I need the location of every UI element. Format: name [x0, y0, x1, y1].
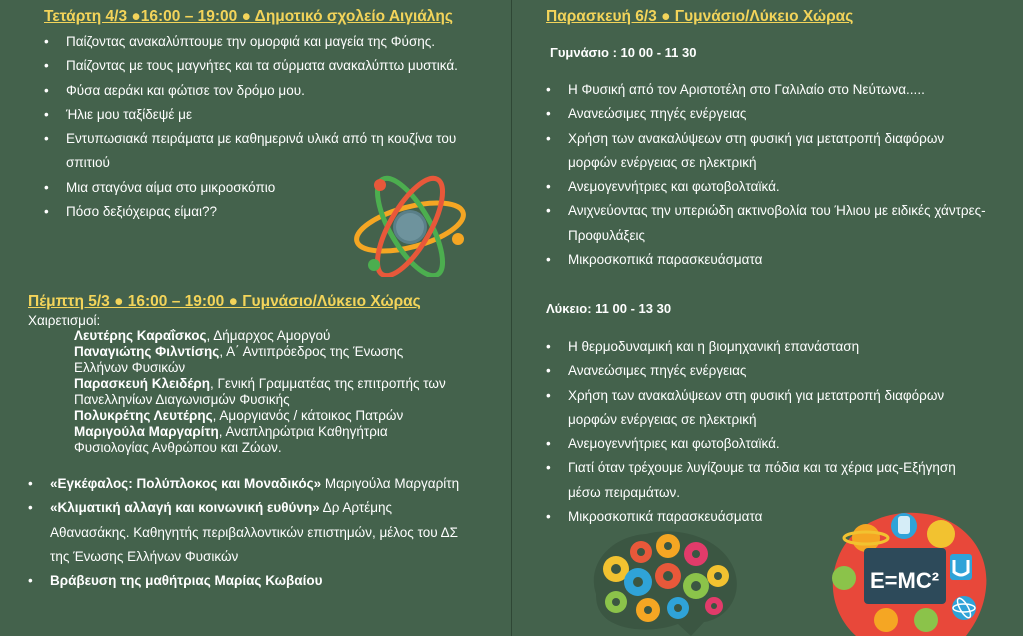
- list-item: • Εντυπωσιακά πειράματα με καθημερινά υλικά από τη κουζίνα του σπιτιού: [44, 127, 484, 176]
- greetings-list: [74, 328, 474, 456]
- greetings-label: Χαιρετισμοί:: [28, 313, 101, 328]
- list-item: • Ανανεώσιμες πηγές ενέργειας: [546, 102, 986, 126]
- list-item: • Η θερμοδυναμική και η βιομηχανική επανάσταση: [546, 335, 986, 359]
- list-item: • Ανεμογεννήτριες και φωτοβολταϊκά.: [546, 175, 986, 199]
- science-head-icon: [826, 508, 990, 636]
- list-item: • Χρήση των ανακαλύψεων στη φυσική για μετατροπή διαφόρων μορφών ενέργειας σε ηλεκτρική: [546, 384, 986, 433]
- brain-gears-icon: [586, 524, 741, 636]
- greeting-entry: Πολυκρέτης Λευτέρης, Αμοργιανός / κάτοικος Πατρών: [74, 408, 404, 423]
- talk-item: • «Εγκέφαλος: Πολύπλοκος και Μοναδικός» Μαριγούλα Μαργαρίτη: [28, 472, 468, 496]
- gymnasio-time: Γυμνάσιο : 10 00 - 11 30: [550, 45, 697, 60]
- greeting-entry: Παναγιώτης Φιλντίσης, Α΄ Αντιπρόεδρος της Ένωσης Ελλήνων Φυσικών: [74, 344, 404, 375]
- list-item: • Ανεμογεννήτριες και φωτοβολταϊκά.: [546, 432, 986, 456]
- thursday-heading: Πέμπτη 5/3 ● 16:00 – 19:00 ● Γυμνάσιο/Λύκειο Χώρας: [28, 293, 421, 310]
- greeting-entry: Παρασκευή Κλειδέρη, Γενική Γραμματέας της επιτροπής των Πανελληνίων Διαγωνισμών Φυσικής: [74, 376, 446, 407]
- list-item: • Ανιχνεύοντας την υπεριώδη ακτινοβολία του Ήλιου με ειδικές χάντρες-Προφυλάξεις: [546, 199, 986, 248]
- lykeio-time: Λύκειο: 11 00 - 13 30: [546, 301, 672, 316]
- list-item: • Φύσα αεράκι και φώτισε τον δρόμο μου.: [44, 79, 484, 103]
- wednesday-heading: Τετάρτη 4/3 ●16:00 – 19:00 ● Δημοτικό σχολείο Αιγιάλης: [44, 8, 453, 25]
- column-divider: [511, 0, 512, 636]
- list-item: • Χρήση των ανακαλύψεων στη φυσική για μετατροπή διαφόρων μορφών ενέργειας σε ηλεκτρική: [546, 127, 986, 176]
- list-item: • Ανανεώσιμες πηγές ενέργειας: [546, 359, 986, 383]
- list-item: • Η Φυσική από τον Αριστοτέλη στο Γαλιλαίο στο Νεύτωνα.....: [546, 78, 986, 102]
- list-item: • Γιατί όταν τρέχουμε λυγίζουμε τα πόδια και τα χέρια μας-Εξήγηση μέσω πειραμάτων.: [546, 456, 986, 505]
- greeting-entry: Μαριγούλα Μαργαρίτη, Αναπληρώτρια Καθηγήτρια Φυσιολογίας Ανθρώπου και Ζώων.: [74, 424, 388, 455]
- list-item: • Μια σταγόνα αίμα στο μικροσκόπιο: [44, 176, 366, 200]
- list-item: • Παίζοντας ανακαλύπτουμε την ομορφιά και μαγεία της Φύσης.: [44, 30, 484, 54]
- talk-item: • «Κλιματική αλλαγή και κοινωνική ευθύνη» Δρ Αρτέμης Αθανασάκης. Καθηγητής περιβαλλοντικών επιστημών, μέλος του ΔΣ της Ένωσης Ελλήνων Φυσικών: [28, 496, 468, 569]
- formula-text: E=MC²: [870, 568, 940, 593]
- list-item: • Πόσο δεξιόχειρας είμαι??: [44, 200, 366, 224]
- list-item: • Παίζοντας με τους μαγνήτες και τα σύρματα ανακαλύπτω μυστικά.: [44, 54, 484, 78]
- list-item: • Ήλιε μου ταξίδεψέ με: [44, 103, 484, 127]
- talks-list: [28, 472, 468, 593]
- list-item: • Μικροσκοπικά παρασκευάσματα: [546, 505, 986, 529]
- greeting-entry: Λευτέρης Καραΐσκος, Δήμαρχος Αμοργού: [74, 328, 331, 343]
- talk-item: • Βράβευση της μαθήτριας Μαρίας Κωβαίου: [28, 569, 468, 593]
- lykeio-list: [546, 335, 986, 529]
- atom-icon: [350, 175, 470, 277]
- gymnasio-list: [546, 78, 986, 272]
- friday-heading: Παρασκευή 6/3 ● Γυμνάσιο/Λύκειο Χώρας: [546, 8, 854, 25]
- list-item: • Μικροσκοπικά παρασκευάσματα: [546, 248, 986, 272]
